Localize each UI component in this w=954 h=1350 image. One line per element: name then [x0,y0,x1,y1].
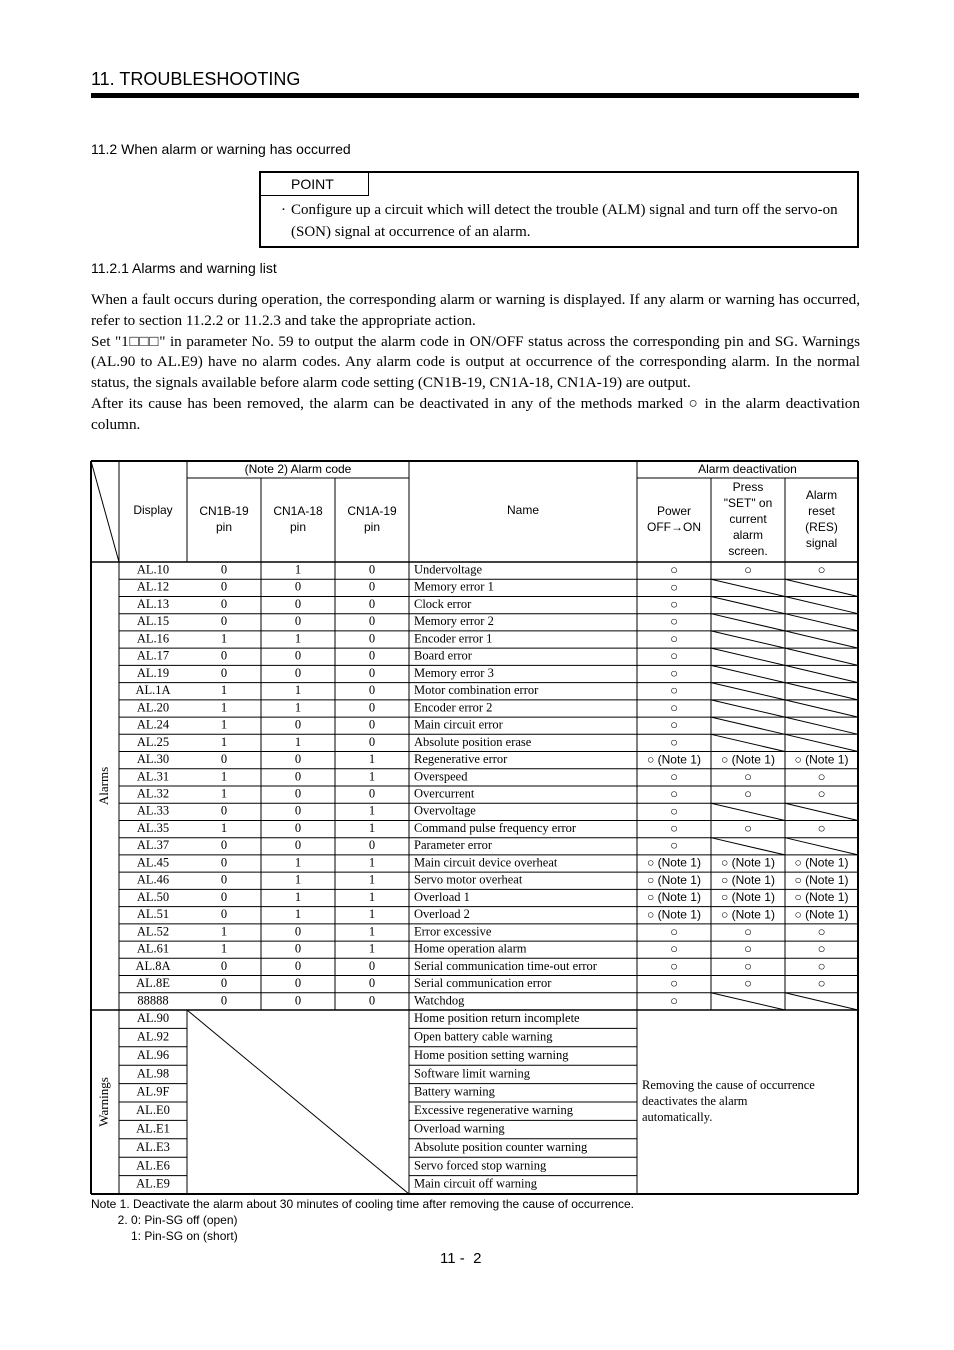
alarm-code-cn1a19: 0 [368,734,376,749]
not-applicable-diagonal [785,734,858,751]
note-2b: 1: Pin-SG on (short) [91,1229,238,1243]
alarm-code-cn1a18: 0 [294,579,302,594]
deactivation-mark: ○ [670,648,678,664]
not-applicable-diagonal [785,717,858,734]
warning-display: AL.90 [136,1011,170,1026]
alarm-code-cn1a18: 1 [294,734,302,749]
header-press-set: Press [732,480,764,495]
alarm-name: Overcurrent [414,786,475,801]
deactivation-mark: ○ [670,579,678,595]
alarm-display: AL.25 [136,734,170,749]
alarm-code-cn1a19: 0 [368,562,376,577]
not-applicable-diagonal [785,700,858,717]
body-paragraph: After its cause has been removed, the alarm can be deactivated in any of the methods marked ○ in the alarm deactivation column. [91,394,860,433]
alarm-code-cn1a18: 0 [294,941,302,956]
deactivation-mark-note1: ○ (Note 1) [647,907,701,922]
alarm-code-cn1a19: 1 [368,924,376,939]
alarm-code-cn1a19: 1 [368,769,376,784]
alarm-name: Home operation alarm [414,941,527,956]
not-applicable-diagonal [785,579,858,596]
note-1: Note 1. Deactivate the alarm about 30 minutes of cooling time after removing the cause of occurrence. [91,1197,634,1211]
alarm-code-cn1b19: 0 [220,907,228,922]
alarm-code-cn1b19: 1 [220,941,228,956]
header-cn1a-18: CN1A-18 [273,504,323,519]
page-number: 11 - 2 [440,1250,482,1267]
header-alarm-reset: reset [808,504,835,519]
header-press-set: screen. [728,544,768,559]
deactivation-mark: ○ [817,820,826,836]
alarm-code-cn1a18: 1 [294,907,302,922]
alarm-code-cn1a19: 0 [368,976,376,991]
alarm-code-cn1b19: 1 [220,717,228,732]
header-cn1b-19: pin [215,520,233,535]
warning-name: Open battery cable warning [414,1029,553,1044]
not-applicable-diagonal [711,803,785,820]
header-alarm-reset: signal [805,536,838,551]
alarm-name: Servo motor overheat [414,872,523,887]
deactivation-mark: ○ [670,717,678,733]
deactivation-mark: ○ [670,820,678,836]
deactivation-mark: ○ [817,941,826,957]
alarm-code-cn1a18: 0 [294,838,302,853]
alarm-display: AL.8A [135,958,171,973]
header-cn1a-19: pin [363,520,381,535]
alarm-name: Parameter error [414,838,493,853]
deactivation-mark: ○ [744,768,752,784]
alarm-display: AL.19 [136,665,170,680]
warning-display: AL.98 [136,1066,170,1081]
deactivation-mark: ○ [817,975,826,991]
warning-display: AL.E3 [136,1139,170,1154]
warning-name: Servo forced stop warning [414,1158,547,1173]
alarm-code-cn1a19: 0 [368,838,376,853]
notes [91,1196,634,1244]
not-applicable-diagonal [785,648,858,665]
deactivation-mark: ○ [744,820,752,836]
warning-deactivation-text: deactivates the alarm [642,1093,748,1108]
alarm-code-cn1b19: 0 [220,596,228,611]
alarm-name: Encoder error 1 [414,631,493,646]
header-cn1a-19: CN1A-19 [347,504,397,519]
alarm-display: AL.52 [136,924,170,939]
deactivation-mark: ○ [744,941,752,957]
point-sentence: Configure up a circuit which will detect the trouble (ALM) signal and turn off the servo-on (SON) signal at occurrence of an alarm. [291,202,838,240]
alarm-name: Main circuit device overheat [414,855,558,870]
deactivation-mark-note1: ○ (Note 1) [794,855,849,870]
warning-display: AL.92 [136,1029,170,1044]
alarm-display: AL.45 [136,855,170,870]
alarm-name: Regenerative error [414,752,508,767]
alarm-code-cn1b19: 0 [220,872,228,887]
alarm-name: Memory error 3 [414,665,494,680]
not-applicable-diagonal [785,665,858,682]
deactivation-mark-note1: ○ (Note 1) [721,890,775,905]
alarm-code-cn1a18: 0 [294,786,302,801]
deactivation-mark: ○ [817,768,826,784]
alarm-code-cn1b19: 0 [220,752,228,767]
alarm-code-cn1a19: 0 [368,958,376,973]
alarm-display: AL.50 [136,889,170,904]
deactivation-mark: ○ [670,665,678,681]
alarms-group-label: Alarms [95,766,111,806]
deactivation-mark: ○ [670,734,678,750]
alarm-code-cn1a19: 1 [368,872,376,887]
alarm-code-cn1a18: 0 [294,769,302,784]
warning-name: Absolute position counter warning [414,1139,588,1154]
deactivation-mark: ○ [670,837,678,853]
not-applicable-diagonal [785,631,858,648]
deactivation-mark: ○ [670,992,678,1008]
warning-name: Battery warning [414,1084,495,1099]
alarm-code-cn1b19: 1 [220,769,228,784]
alarm-code-cn1b19: 0 [220,665,228,680]
alarm-display: AL.31 [136,769,170,784]
alarm-display: AL.35 [136,820,170,835]
alarm-code-cn1b19: 0 [220,579,228,594]
alarm-name: Command pulse frequency error [414,820,577,835]
not-applicable-diagonal [711,579,785,596]
alarm-code-cn1a18: 0 [294,717,302,732]
alarm-code-cn1a19: 0 [368,717,376,732]
alarm-code-cn1b19: 0 [220,648,228,663]
alarm-code-cn1b19: 0 [220,976,228,991]
warning-display: AL.9F [136,1084,170,1099]
not-applicable-diagonal [711,700,785,717]
alarm-code-cn1b19: 1 [220,700,228,715]
alarm-display: AL.20 [136,700,170,715]
not-applicable-diagonal [711,665,785,682]
alarm-display: AL.32 [136,786,170,801]
deactivation-mark-note1: ○ (Note 1) [647,890,701,905]
deactivation-mark: ○ [670,975,678,991]
alarm-code-cn1a19: 1 [368,889,376,904]
deactivation-mark-note1: ○ (Note 1) [721,855,775,870]
point-label: POINT [261,173,369,196]
deactivation-mark: ○ [670,630,678,646]
alarm-code-cn1b19: 1 [220,734,228,749]
not-applicable-diagonal [711,648,785,665]
deactivation-mark-note1: ○ (Note 1) [794,907,849,922]
alarm-code-cn1b19: 1 [220,631,228,646]
warning-code-diagonal [187,1010,409,1194]
alarm-code-cn1b19: 0 [220,562,228,577]
alarm-code-cn1a19: 0 [368,596,376,611]
alarm-display: AL.46 [136,872,170,887]
alarm-name: Clock error [414,596,472,611]
alarm-code-cn1a19: 1 [368,855,376,870]
alarm-display: AL.30 [136,752,170,767]
alarm-display: AL.13 [136,596,170,611]
subsection-title: 11.2.1 Alarms and warning list [91,260,277,276]
not-applicable-diagonal [711,631,785,648]
not-applicable-diagonal [785,803,858,820]
deactivation-mark: ○ [670,803,678,819]
not-applicable-diagonal [711,614,785,631]
alarm-code-cn1a19: 1 [368,803,376,818]
deactivation-mark: ○ [670,596,678,612]
alarm-code-cn1a18: 0 [294,820,302,835]
deactivation-mark-note1: ○ (Note 1) [647,855,701,870]
header-cn1b-19: CN1B-19 [199,504,249,519]
alarm-code-cn1a18: 1 [294,631,302,646]
deactivation-mark: ○ [817,923,826,939]
alarm-code-cn1a18: 0 [294,665,302,680]
alarm-code-cn1a19: 0 [368,614,376,629]
deactivation-mark-note1: ○ (Note 1) [794,890,849,905]
deactivation-mark: ○ [817,562,826,578]
header-alarm-code: (Note 2) Alarm code [244,462,352,477]
deactivation-mark: ○ [744,958,752,974]
alarm-code-cn1a19: 0 [368,786,376,801]
alarm-name: Error excessive [414,924,492,939]
alarm-code-cn1a18: 1 [294,562,302,577]
warning-deactivation-text: Removing the cause of occurrence [642,1077,815,1092]
deactivation-mark: ○ [744,562,752,578]
warning-name: Software limit warning [414,1066,530,1081]
deactivation-mark: ○ [670,613,678,629]
deactivation-mark: ○ [670,786,678,802]
alarm-code-cn1a18: 0 [294,976,302,991]
deactivation-mark-note1: ○ (Note 1) [794,752,849,767]
alarm-name: Overvoltage [414,803,476,818]
alarm-name: Memory error 1 [414,579,494,594]
section-title: 11.2 When alarm or warning has occurred [91,141,351,157]
not-applicable-diagonal [711,838,785,855]
not-applicable-diagonal [785,838,858,855]
warning-name: Home position setting warning [414,1047,569,1062]
alarm-code-cn1a19: 1 [368,907,376,922]
alarm-code-cn1a18: 1 [294,700,302,715]
deactivation-mark-note1: ○ (Note 1) [721,907,775,922]
header-press-set: alarm [732,528,764,543]
deactivation-mark: ○ [670,958,678,974]
alarm-name: Overload 1 [414,889,470,904]
body-paragraph: When a fault occurs during operation, the corresponding alarm or warning is displayed. If any alarm or warning has occurred, refer to section 11.2.2 or 11.2.3 and take the appropriate action. [91,291,860,329]
not-applicable-diagonal [711,993,785,1010]
alarm-code-cn1b19: 0 [220,993,228,1008]
alarm-display: AL.51 [136,907,170,922]
deactivation-mark-note1: ○ (Note 1) [647,872,701,887]
header-press-set: "SET" on [723,496,773,511]
deactivation-mark: ○ [670,562,678,578]
deactivation-mark-note1: ○ (Note 1) [721,752,775,767]
header-power-off-on: Power [656,504,692,519]
alarm-display: AL.16 [136,631,170,646]
header-alarm-reset: (RES) [805,520,838,535]
alarm-name: Watchdog [414,993,465,1008]
alarm-code-cn1b19: 1 [220,786,228,801]
chapter-title: 11. TROUBLESHOOTING [91,69,301,89]
deactivation-mark: ○ [817,786,826,802]
alarm-code-cn1b19: 0 [220,958,228,973]
alarm-code-cn1a18: 0 [294,648,302,663]
alarm-code-cn1a19: 1 [368,752,376,767]
warning-name: Main circuit off warning [414,1176,537,1191]
deactivation-mark: ○ [744,975,752,991]
alarm-display: AL.10 [136,562,170,577]
warning-display: AL.E6 [136,1158,170,1173]
alarm-name: Encoder error 2 [414,700,493,715]
not-applicable-diagonal [785,596,858,613]
alarm-code-cn1a19: 1 [368,941,376,956]
header-display: Display [133,503,173,518]
warning-name: Excessive regenerative warning [414,1103,573,1118]
not-applicable-diagonal [711,734,785,751]
alarm-code-cn1b19: 0 [220,855,228,870]
alarm-code-cn1b19: 1 [220,683,228,698]
alarm-name: Board error [414,648,472,663]
alarm-code-cn1a18: 0 [294,614,302,629]
deactivation-mark-note1: ○ (Note 1) [721,872,775,887]
alarm-name: Serial communication time-out error [414,958,597,973]
not-applicable-diagonal [785,614,858,631]
deactivation-mark: ○ [744,923,752,939]
not-applicable-diagonal [785,993,858,1010]
deactivation-mark-note1: ○ (Note 1) [647,752,701,767]
alarm-code-cn1a18: 0 [294,993,302,1008]
header-press-set: current [729,512,767,527]
deactivation-mark: ○ [670,941,678,957]
alarm-name: Motor combination error [414,683,539,698]
alarm-code-cn1b19: 1 [220,924,228,939]
alarm-name: Overload 2 [414,907,470,922]
alarm-name: Absolute position erase [414,734,532,749]
not-applicable-diagonal [711,683,785,700]
not-applicable-diagonal [785,683,858,700]
alarm-code-cn1a19: 0 [368,648,376,663]
alarm-code-cn1a19: 0 [368,665,376,680]
alarm-display: AL.37 [136,838,170,853]
header-alarm-deactivation: Alarm deactivation [698,462,797,477]
alarm-code-cn1a19: 0 [368,579,376,594]
alarm-code-cn1a19: 1 [368,820,376,835]
alarm-display: AL.24 [136,717,170,732]
deactivation-mark: ○ [670,699,678,715]
deactivation-mark: ○ [670,682,678,698]
deactivation-mark: ○ [817,958,826,974]
header-power-off-on: OFF→ON [647,520,701,535]
alarm-display: 88888 [137,993,169,1008]
warning-name: Overload warning [414,1121,505,1136]
alarm-code-cn1a19: 0 [368,683,376,698]
deactivation-mark: ○ [744,786,752,802]
alarm-code-cn1a18: 0 [294,596,302,611]
alarm-code-cn1b19: 0 [220,803,228,818]
deactivation-mark-note1: ○ (Note 1) [794,872,849,887]
header-cn1a-18: pin [289,520,307,535]
alarm-code-cn1b19: 0 [220,614,228,629]
warning-display: AL.E9 [136,1176,170,1191]
corner-diagonal [91,461,119,562]
bullet: · [281,202,286,218]
alarm-display: AL.17 [136,648,170,663]
alarm-display: AL.12 [136,579,170,594]
deactivation-mark: ○ [670,923,678,939]
not-applicable-diagonal [711,596,785,613]
warning-display: AL.96 [136,1047,170,1062]
alarm-code-cn1a18: 1 [294,872,302,887]
alarm-display: AL.8E [136,976,170,991]
alarm-name: Memory error 2 [414,614,494,629]
alarm-code-cn1a18: 0 [294,752,302,767]
alarm-code-cn1a18: 1 [294,683,302,698]
alarm-code-cn1a18: 0 [294,958,302,973]
alarm-display: AL.1A [135,683,171,698]
header-alarm-reset: Alarm [805,488,838,503]
alarm-display: AL.61 [136,941,170,956]
alarm-code-cn1b19: 1 [220,820,228,835]
alarm-code-cn1a19: 0 [368,700,376,715]
note-2: 2. 0: Pin-SG off (open) [91,1213,238,1227]
warning-display: AL.E1 [136,1121,170,1136]
alarm-code-cn1b19: 0 [220,838,228,853]
alarm-name: Main circuit error [414,717,503,732]
alarm-code-cn1a18: 0 [294,803,302,818]
warning-name: Home position return incomplete [414,1011,580,1026]
alarm-code-cn1a18: 1 [294,855,302,870]
alarm-code-cn1a19: 0 [368,631,376,646]
alarm-code-cn1b19: 0 [220,889,228,904]
warnings-group-label: Warnings [95,1077,111,1127]
alarm-display: AL.33 [136,803,170,818]
alarm-code-cn1a19: 0 [368,993,376,1008]
alarm-name: Overspeed [414,769,468,784]
alarm-display: AL.15 [136,614,170,629]
header-name: Name [506,503,540,518]
alarm-code-cn1a18: 0 [294,924,302,939]
alarm-name: Serial communication error [414,976,552,991]
alarm-name: Undervoltage [414,562,483,577]
warning-display: AL.E0 [136,1103,170,1118]
alarm-code-cn1a18: 1 [294,889,302,904]
deactivation-mark: ○ [670,768,678,784]
warning-deactivation-text: automatically. [642,1109,713,1124]
body-paragraph: Set "1□□□" in parameter No. 59 to output the alarm code in ON/OFF status across the corresponding pin and SG. Warnings (AL.90 to AL.E9) have no alarm codes. Any alarm code is output at occurrence of the corresponding alarm. In the normal status, the signals available before alarm code setting (CN1B-19, CN1A-18, CN1A-19) are output. [91,332,860,392]
not-applicable-diagonal [711,717,785,734]
